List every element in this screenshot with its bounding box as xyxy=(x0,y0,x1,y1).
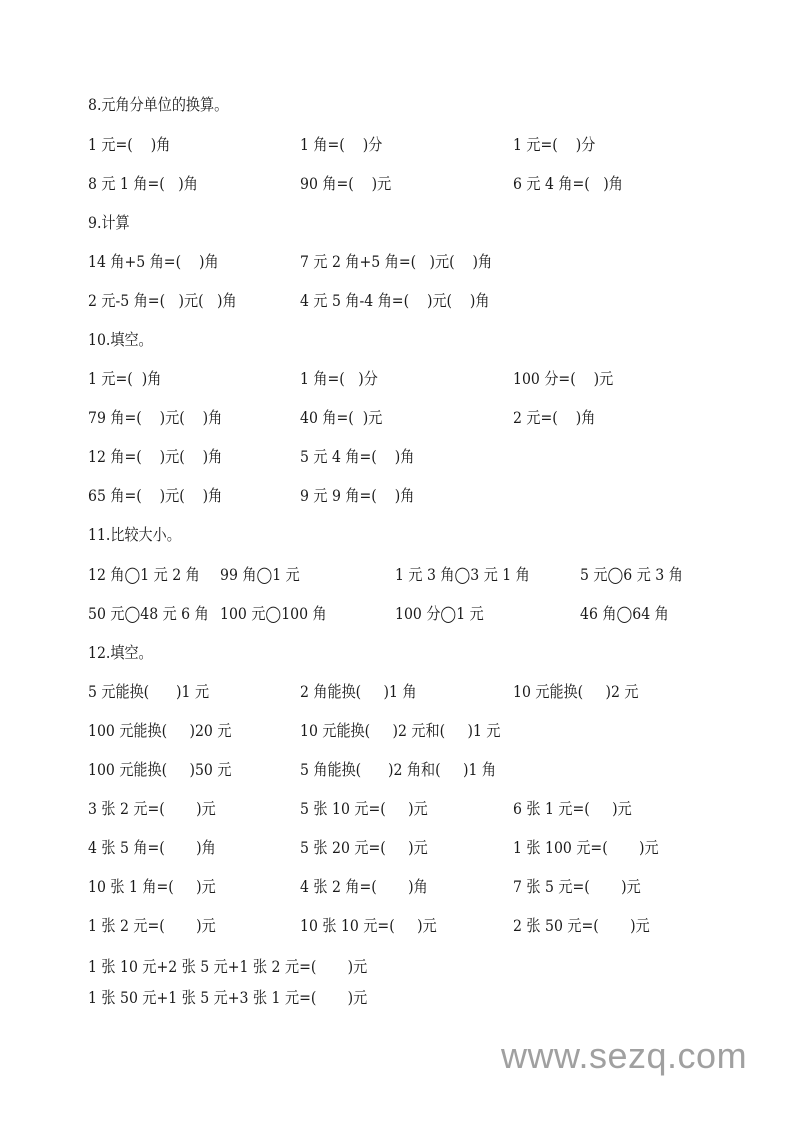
exercise-item: 7 元 2 角+5 角=( )元( )角 xyxy=(300,252,493,271)
exercise-item: 5 角能换( )2 角和( )1 角 xyxy=(300,760,496,779)
exercise-item: 65 角=( )元( )角 xyxy=(88,486,223,505)
exercise-item: 10 元能换( )2 元和( )1 元 xyxy=(300,721,501,740)
section-12-title: 12.填空。 xyxy=(88,643,153,662)
exercise-item: 1 角=( )分 xyxy=(300,135,383,154)
compare-item: 50 元◯48 元 6 角 xyxy=(88,604,209,623)
section-12-row-4 xyxy=(0,797,800,821)
exercise-item: 8 元 1 角=( )角 xyxy=(88,174,198,193)
exercise-item: 4 张 5 角=( )角 xyxy=(88,838,216,857)
exercise-item: 5 张 20 元=( )元 xyxy=(300,838,428,857)
section-8-row-2 xyxy=(0,172,800,196)
section-9-row-2 xyxy=(0,289,800,313)
exercise-item: 40 角=( )元 xyxy=(300,408,383,427)
exercise-item: 1 张 100 元=( )元 xyxy=(513,838,659,857)
section-12-long-row-1 xyxy=(0,955,800,979)
exercise-item: 79 角=( )元( )角 xyxy=(88,408,223,427)
exercise-item: 5 张 10 元=( )元 xyxy=(300,799,428,818)
exercise-item: 10 元能换( )2 元 xyxy=(513,682,639,701)
exercise-item: 14 角+5 角=( )角 xyxy=(88,252,219,271)
exercise-item: 100 元能换( )50 元 xyxy=(88,760,232,779)
section-12-row-5 xyxy=(0,836,800,860)
exercise-item: 1 元=( )角 xyxy=(88,369,162,388)
exercise-item: 10 张 1 角=( )元 xyxy=(88,877,216,896)
exercise-item: 2 张 50 元=( )元 xyxy=(513,916,650,935)
section-10-row-2 xyxy=(0,406,800,430)
exercise-item: 1 角=( )分 xyxy=(300,369,378,388)
exercise-item: 6 张 1 元=( )元 xyxy=(513,799,632,818)
section-12-long-row-2 xyxy=(0,986,800,1010)
exercise-item: 4 元 5 角-4 角=( )元( )角 xyxy=(300,291,490,310)
exercise-item: 5 元 4 角=( )角 xyxy=(300,447,415,466)
section-9-title: 9.计算 xyxy=(88,213,130,232)
section-8-title: 8.元角分单位的换算。 xyxy=(88,95,229,114)
compare-item: 5 元◯6 元 3 角 xyxy=(580,565,683,584)
compare-item: 12 角◯1 元 2 角 xyxy=(88,565,200,584)
exercise-item: 9 元 9 角=( )角 xyxy=(300,486,415,505)
section-11-title: 11.比较大小。 xyxy=(88,525,181,544)
exercise-item: 90 角=( )元 xyxy=(300,174,392,193)
compare-item: 99 角◯1 元 xyxy=(220,565,300,584)
section-10-row-4 xyxy=(0,484,800,508)
compare-item: 1 元 3 角◯3 元 1 角 xyxy=(395,565,530,584)
compare-item: 100 元◯100 角 xyxy=(220,604,327,623)
section-12-row-7 xyxy=(0,914,800,938)
exercise-item: 2 角能换( )1 角 xyxy=(300,682,417,701)
compare-item: 46 角◯64 角 xyxy=(580,604,669,623)
section-8-row-1 xyxy=(0,133,800,157)
exercise-item: 12 角=( )元( )角 xyxy=(88,447,223,466)
section-11-row-1 xyxy=(0,563,800,587)
section-10-title: 10.填空。 xyxy=(88,330,153,349)
exercise-item: 1 元=( )角 xyxy=(88,135,171,154)
exercise-item: 2 元-5 角=( )元( )角 xyxy=(88,291,237,310)
section-10-row-1 xyxy=(0,367,800,391)
exercise-item: 100 元能换( )20 元 xyxy=(88,721,232,740)
exercise-item: 1 张 2 元=( )元 xyxy=(88,916,216,935)
exercise-item: 1 张 50 元+1 张 5 元+3 张 1 元=( )元 xyxy=(88,988,368,1007)
exercise-item: 1 张 10 元+2 张 5 元+1 张 2 元=( )元 xyxy=(88,957,368,976)
compare-item: 100 分◯1 元 xyxy=(395,604,484,623)
section-9-row-1 xyxy=(0,250,800,274)
watermark: www.sezq.com xyxy=(501,1035,748,1076)
exercise-item: 5 元能换( )1 元 xyxy=(88,682,210,701)
exercise-item: 7 张 5 元=( )元 xyxy=(513,877,641,896)
section-12-row-3 xyxy=(0,758,800,782)
exercise-item: 100 分=( )元 xyxy=(513,369,614,388)
exercise-item: 6 元 4 角=( )角 xyxy=(513,174,623,193)
exercise-item: 4 张 2 角=( )角 xyxy=(300,877,428,896)
exercise-item: 3 张 2 元=( )元 xyxy=(88,799,216,818)
exercise-item: 1 元=( )分 xyxy=(513,135,596,154)
exercise-item: 10 张 10 元=( )元 xyxy=(300,916,437,935)
exercise-item: 2 元=( )角 xyxy=(513,408,596,427)
section-12-row-1 xyxy=(0,680,800,704)
section-10-row-3 xyxy=(0,445,800,469)
section-12-row-2 xyxy=(0,719,800,743)
section-11-row-2 xyxy=(0,602,800,626)
section-12-row-6 xyxy=(0,875,800,899)
